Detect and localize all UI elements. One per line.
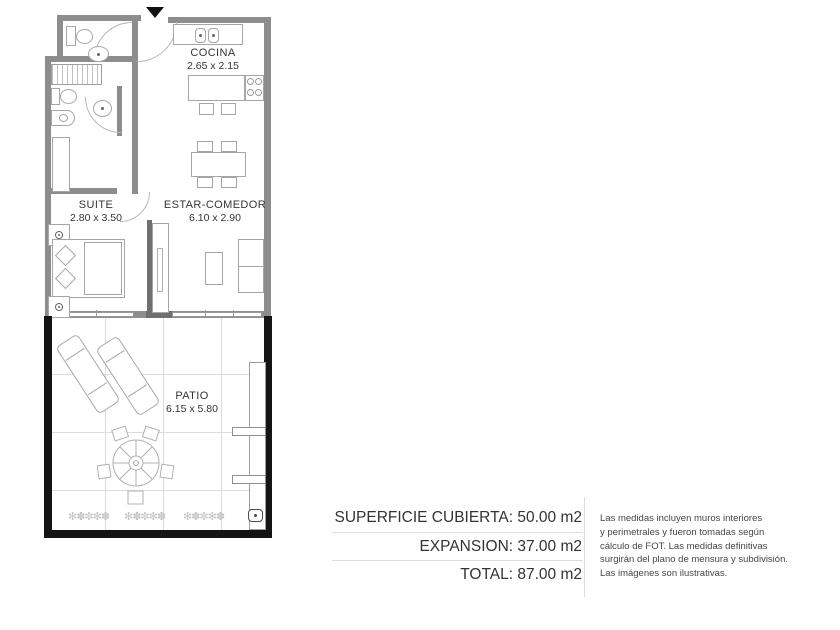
toilet-tank-icon [66,26,76,46]
plant-icon: ✻✽✼✻✽ [124,511,166,523]
sink-drain-dot [212,34,215,37]
stool [221,103,236,115]
patio-wall [44,316,52,538]
burner-icon [247,89,254,96]
disclaimer-line: cálculo de FOT. Las medidas definitivas [600,540,768,552]
sink-drain-dot [97,53,100,56]
burner-icon [247,78,254,85]
patio-shelf [232,475,266,484]
chair [197,177,213,188]
wall-segment [168,17,270,23]
kitchen-island [188,75,245,101]
superficie-cubierta-line: SUPERFICIE CUBIERTA: 50.00 m2 [334,509,582,526]
wall-segment [264,17,271,318]
window [172,312,262,317]
coffee-table [205,252,223,285]
plant-icon: ✻✽✼✻✽ [183,511,225,523]
patio-side-bench [249,362,266,530]
vertical-divider [584,497,585,597]
room-label-patio: PATIO 6.15 x 5.80 [166,390,218,415]
window-mullion [205,310,206,318]
disclaimer-line: Las medidas incluyen muros interiores [600,513,763,524]
expansion-line: EXPANSION: 37.00 m2 [419,538,582,555]
burner-icon [255,89,262,96]
chair [221,177,237,188]
window-mullion [233,310,234,318]
mattress [84,242,122,295]
toilet-bowl-icon [60,89,77,104]
divider-line [332,560,583,561]
closet-hatch [51,64,102,85]
window-mullion [96,310,97,318]
stool [199,103,214,115]
divider-shelf [157,248,163,292]
divider-line [332,532,583,533]
toilet-tank-icon [51,88,60,105]
patio-shelf [232,427,266,436]
chair [221,141,237,152]
bidet-bowl-dot [59,114,68,122]
disclaimer-line: surgirán del plano de mensura y subdivisión. [600,554,788,566]
entrance-arrow-icon [146,7,164,18]
plant-icon: ✻✽✼✻✽ [68,511,110,523]
toilet-bowl-icon [76,29,93,44]
wall-segment [57,15,141,21]
patio-wall [44,530,272,538]
patio-table-set [97,425,177,507]
nightstand [48,296,70,318]
drain-icon [248,509,263,522]
room-label-cocina: COCINA 2.65 x 2.15 [187,47,239,72]
total-line: TOTAL: 87.00 m2 [460,566,582,583]
burner-icon [255,78,262,85]
sink-drain-dot [199,34,202,37]
disclaimer-text [600,512,788,581]
wall-segment [57,15,63,61]
disclaimer-line: Las imágenes son ilustrativas. [600,568,728,580]
room-label-suite: SUITE 2.80 x 3.50 [70,199,122,224]
disclaimer-line: y perimetrales y fueron tomadas según [600,526,765,538]
wardrobe [52,137,70,192]
tv-unit [238,239,264,293]
room-label-estar-comedor: ESTAR-COMEDOR 6.10 x 2.90 [163,199,267,224]
dining-table [191,152,246,177]
sink-drain-dot [101,107,104,110]
chair [197,141,213,152]
